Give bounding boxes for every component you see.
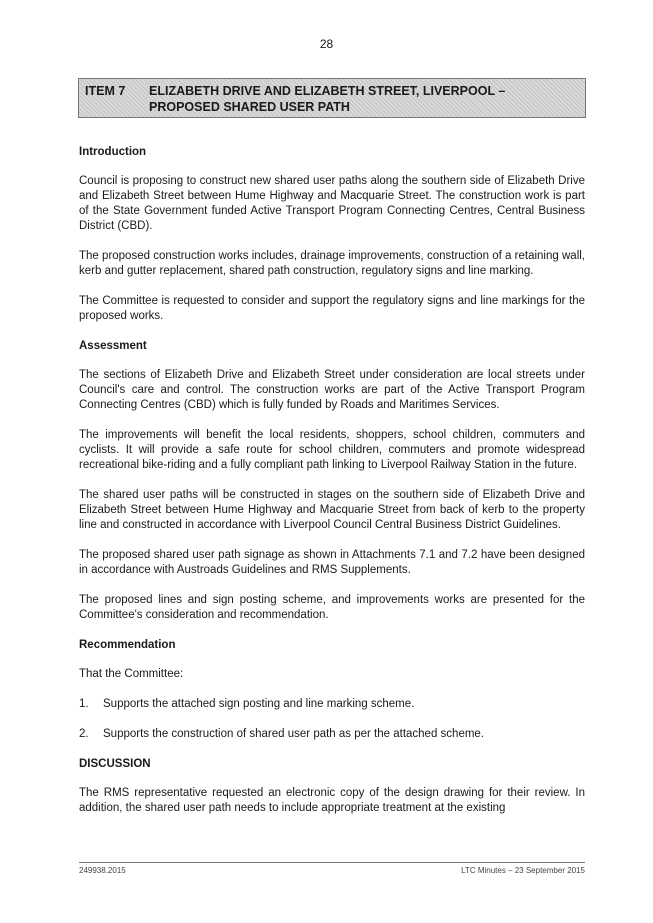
list-item <box>79 727 585 742</box>
recommendation-intro: That the Committee: <box>79 668 184 680</box>
report-body <box>79 145 585 831</box>
recommendation-list <box>79 697 585 742</box>
assessment-paragraph-3: The shared user paths will be constructed in stages on the southern side of Elizabeth Drive and Elizabeth Street between Hume Highway and Macquarie Street from back of kerb to the property line and constructed in accordance with Liverpool Council Central Business District Guidelines. <box>79 489 585 531</box>
assessment-heading: Assessment <box>79 340 147 352</box>
footer-document-number: 249938.2015 <box>79 866 126 875</box>
item-header-box <box>78 78 586 118</box>
introduction-paragraph-2: The proposed construction works includes, drainage improvements, construction of a retaining wall, kerb and gutter replacement, shared path construction, regulatory signs and line marking. <box>79 250 585 277</box>
item-title: ELIZABETH DRIVE AND ELIZABETH STREET, LIVERPOOL – PROPOSED SHARED USER PATH <box>149 84 506 114</box>
assessment-paragraph-5: The proposed lines and sign posting scheme, and improvements works are presented for the Committee's consideration and recommendation. <box>79 594 585 621</box>
list-item-text: Supports the construction of shared user path as per the attached scheme. <box>103 728 485 740</box>
discussion-paragraph-1: The RMS representative requested an electronic copy of the design drawing for their review. In addition, the shared user path needs to include appropriate treatment at the existing <box>79 787 585 814</box>
page-footer <box>79 862 585 875</box>
list-item-number: 1. <box>79 698 89 710</box>
list-item-number: 2. <box>79 728 89 740</box>
assessment-paragraph-2: The improvements will benefit the local residents, shoppers, school children, commuters and cyclists. It will provide a safe route for school children, commuters and promote widespread recreational bike-riding and a fully compliant path linking to Liverpool Railway Station in the future. <box>79 429 585 471</box>
discussion-heading: DISCUSSION <box>79 758 151 770</box>
introduction-heading: Introduction <box>79 146 147 158</box>
footer-minutes-date: LTC Minutes – 23 September 2015 <box>461 866 585 875</box>
recommendation-heading: Recommendation <box>79 639 176 651</box>
page-number: 28 <box>319 37 334 51</box>
list-item <box>79 697 585 712</box>
item-label: ITEM 7 <box>85 84 126 98</box>
introduction-paragraph-3: The Committee is requested to consider and support the regulatory signs and line markings for the proposed works. <box>79 295 585 322</box>
assessment-paragraph-1: The sections of Elizabeth Drive and Elizabeth Street under consideration are local streets under Council's care and control. The construction works are part of the Active Transport Program Connecting Centres (CBD) which is fully funded by Roads and Maritimes Services. <box>79 369 585 411</box>
list-item-text: Supports the attached sign posting and line marking scheme. <box>103 698 415 710</box>
introduction-paragraph-1: Council is proposing to construct new shared user paths along the southern side of Elizabeth Drive and Elizabeth Street between Hume Highway and Macquarie Street. The construction work is part of the State Government funded Active Transport Program Connecting Centres, Central Business District (CBD). <box>79 175 585 232</box>
assessment-paragraph-4: The proposed shared user path signage as shown in Attachments 7.1 and 7.2 have been designed in accordance with Austroads Guidelines and RMS Supplements. <box>79 549 585 576</box>
